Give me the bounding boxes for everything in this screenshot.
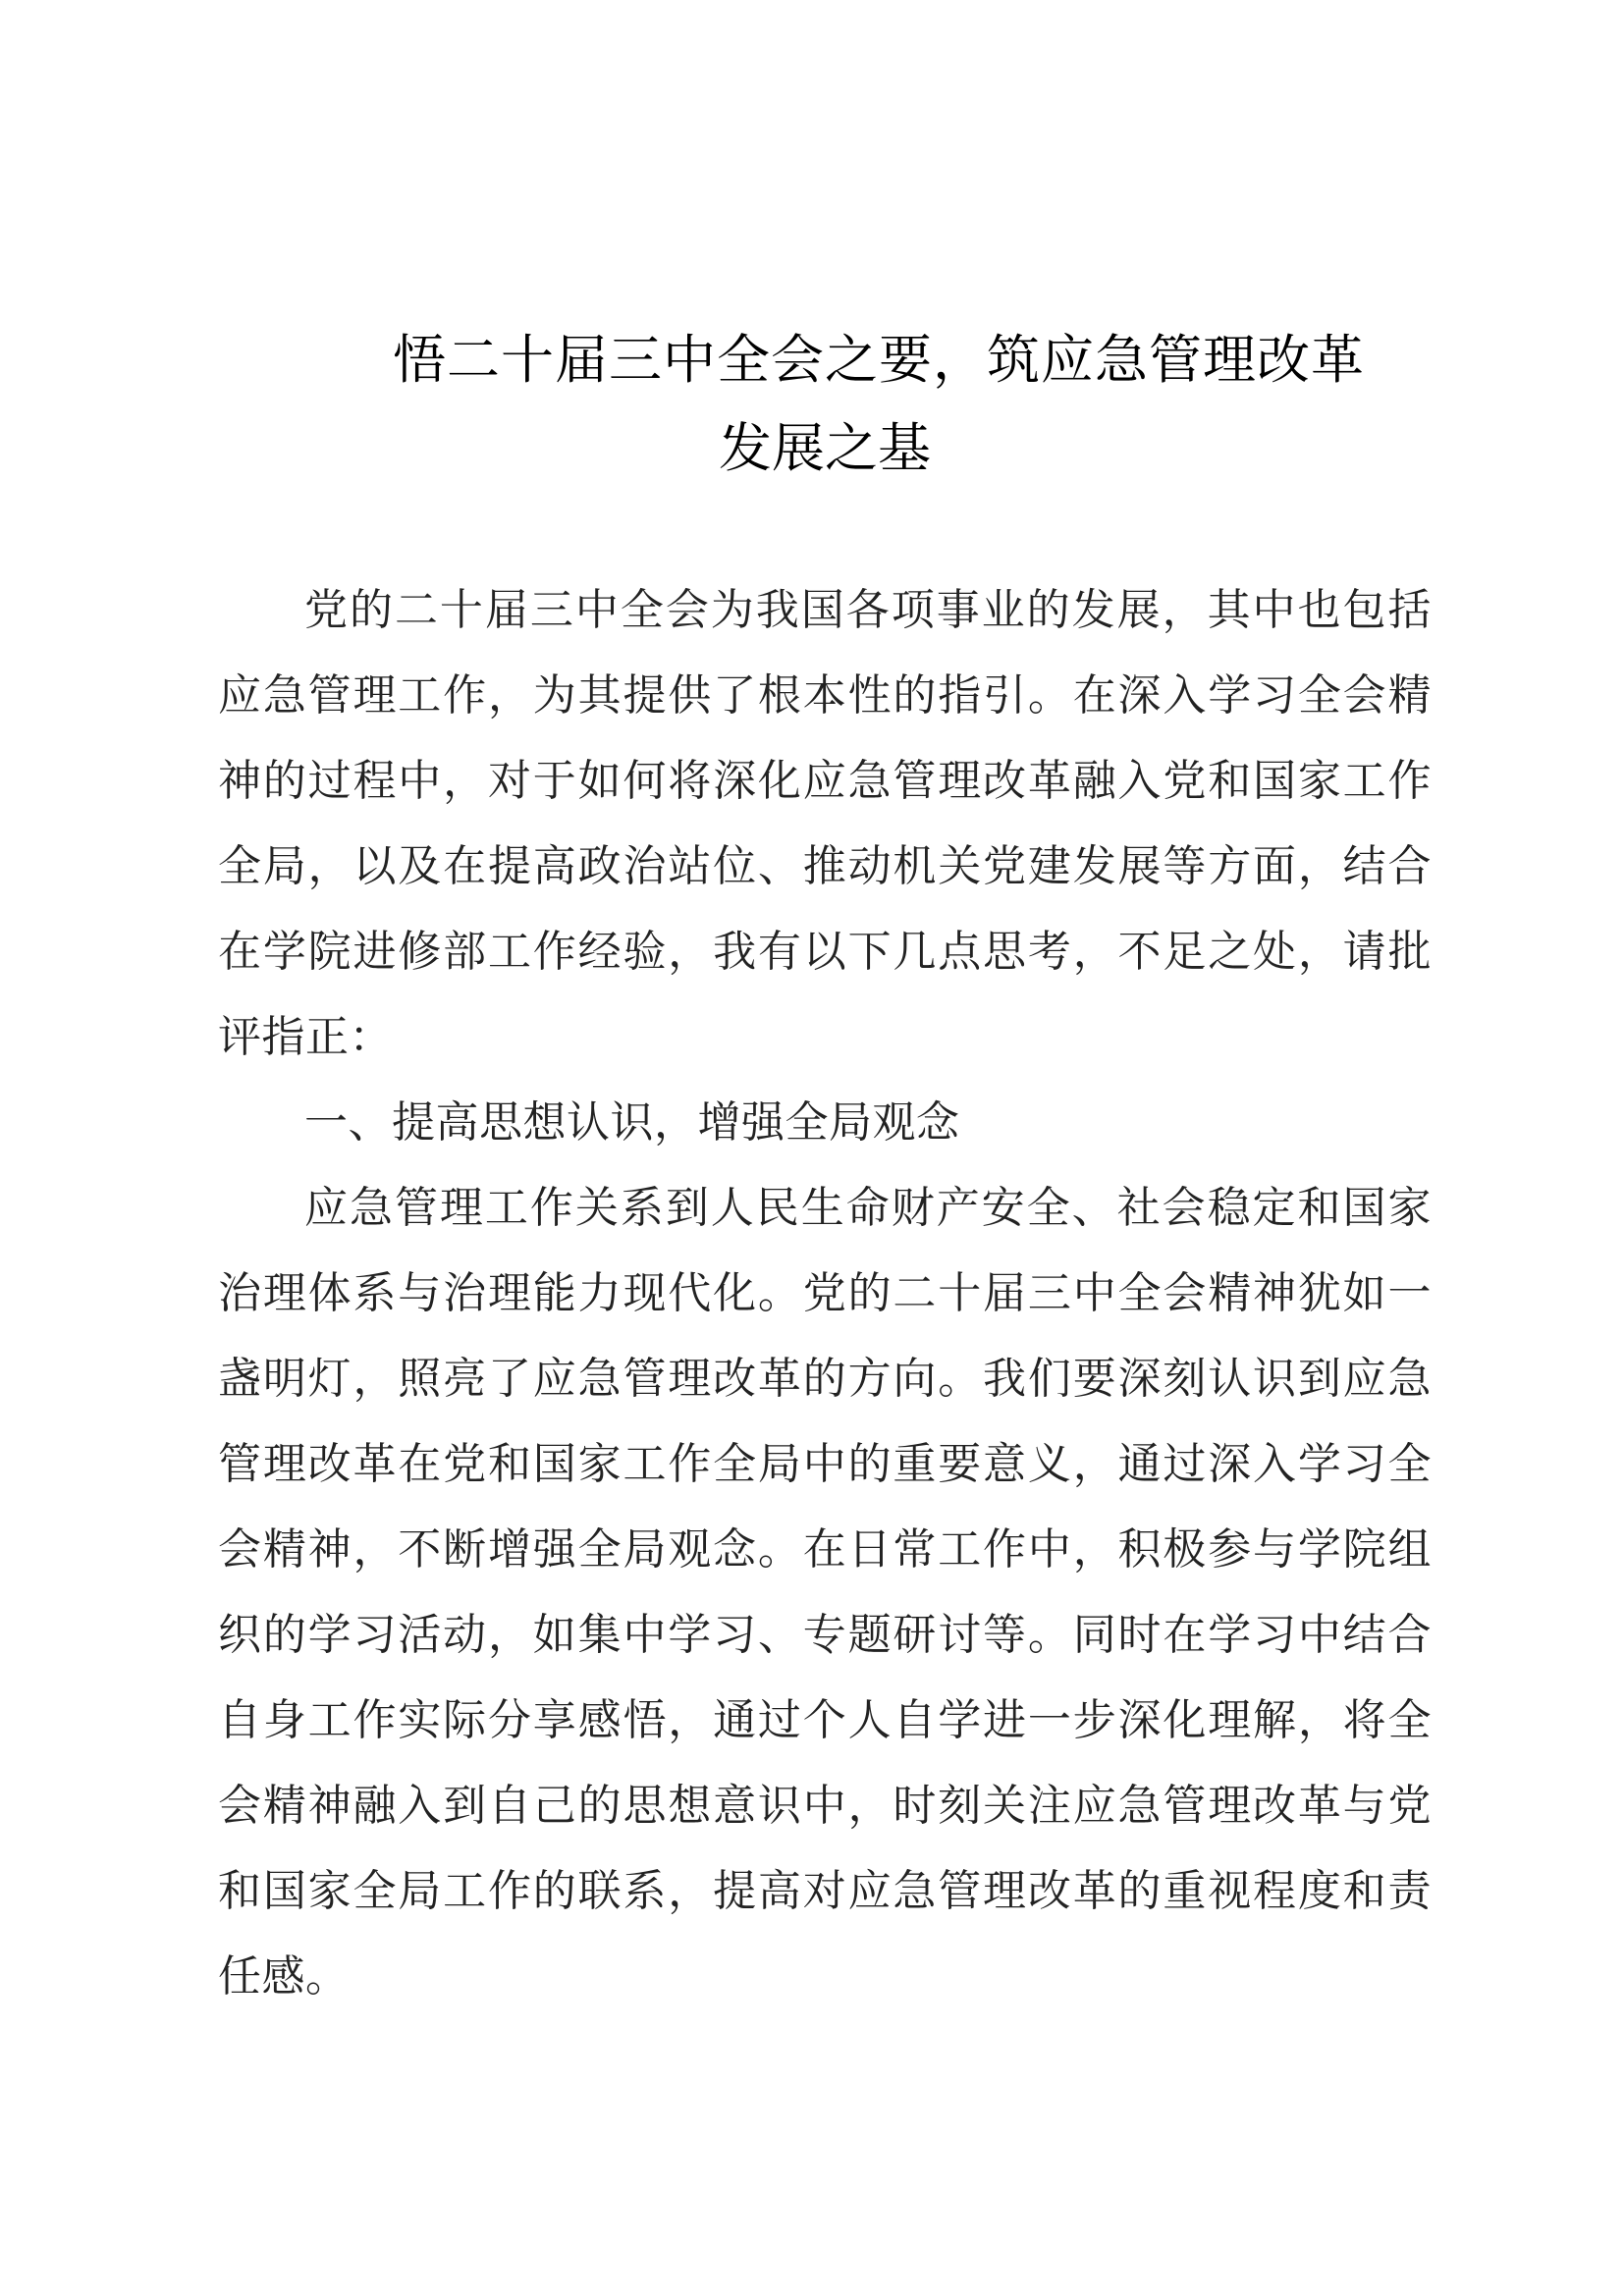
document-title [218,316,1432,493]
section-1-paragraph: 应急管理工作关系到人民生命财产安全、社会稳定和国家治理体系与治理能力现代化。党的二十届三中全会精神犹如一盏明灯，照亮了应急管理改革的方向。我们要深刻认识到应急管理改革在党和国家工作全局中的重要意义，通过深入学习全会精神，不断增强全局观念。在日常工作中，积极参与学院组织的学习活动，如集中学习、专题研讨等。同时在学习中结合自身工作实际分享感悟，通过个人自学进一步深化理解，将全会精神融入到自己的思想意识中，时刻关注应急管理改革与党和国家全局工作的联系，提高对应急管理改革的重视程度和责任感。 [218,1183,1432,2002]
intro-paragraph: 党的二十届三中全会为我国各项事业的发展，其中也包括应急管理工作，为其提供了根本性的指引。在深入学习全会精神的过程中，对于如何将深化应急管理改革融入党和国家工作全局，以及在提高政治站位、推动机关党建发展等方面，结合在学院进修部工作经验，我有以下几点思考，不足之处，请批评指正： [218,585,1432,1062]
document-body [218,567,1432,2019]
section-heading-1: 一、提高思想认识，增强全局观念 [304,1097,960,1148]
title-line-1: 悟二十届三中全会之要，筑应急管理改革 [393,329,1365,391]
title-line-2: 发展之基 [719,417,931,479]
